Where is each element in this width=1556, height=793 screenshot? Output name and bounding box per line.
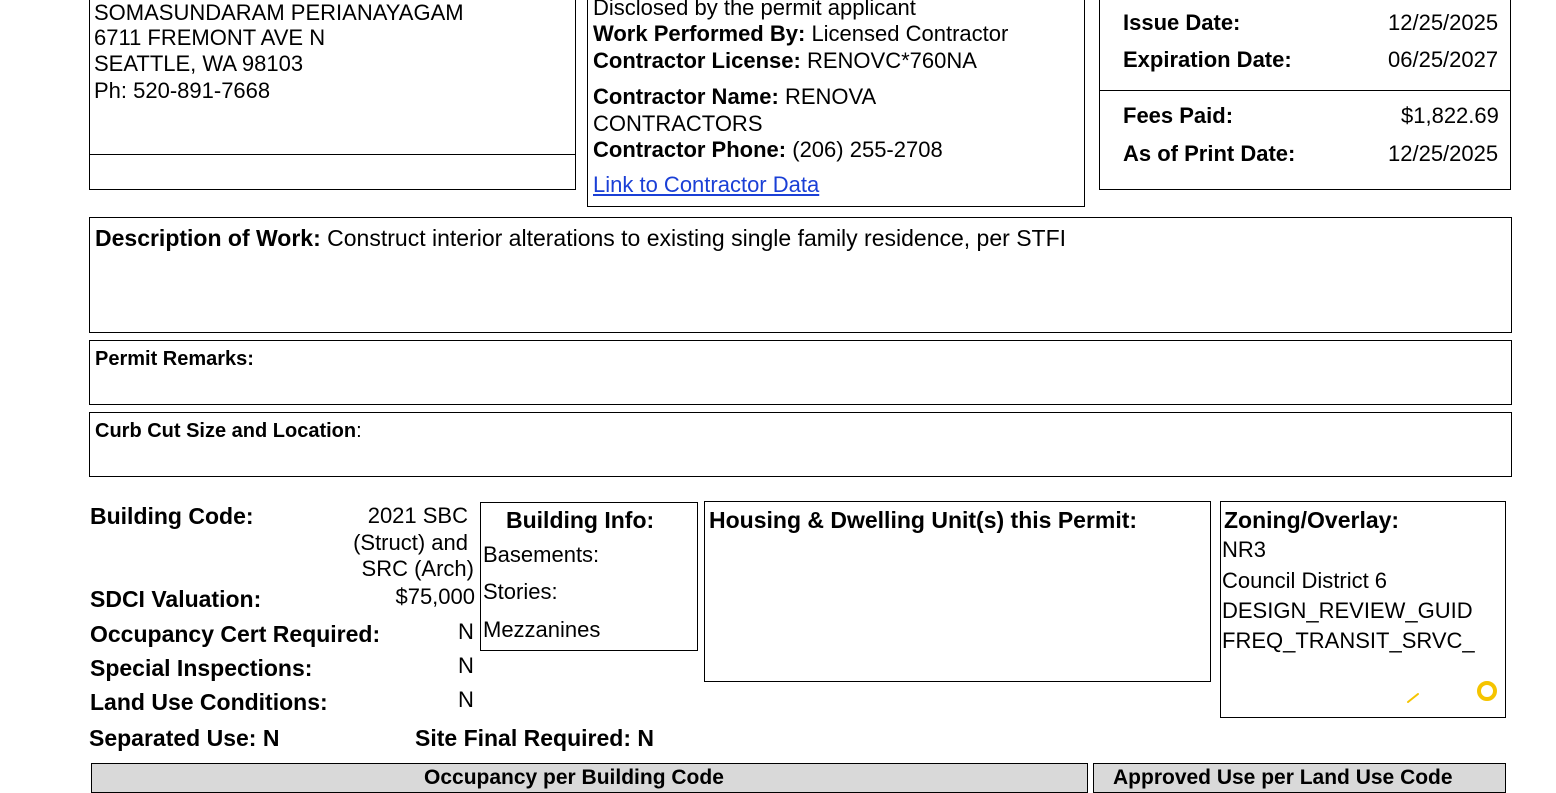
contractor-data-link[interactable]: Link to Contractor Data	[593, 172, 820, 197]
issue-date-label: Issue Date:	[1123, 10, 1241, 35]
owner-name: SOMASUNDARAM PERIANAYAGAM	[94, 0, 464, 25]
occupancy-value: N	[458, 619, 474, 644]
expiration-date-label: Expiration Date:	[1123, 47, 1292, 72]
work-performed	[593, 21, 1008, 47]
pen-mark-icon	[1400, 688, 1430, 708]
owner-city: SEATTLE, WA 98103	[94, 51, 304, 76]
land-use-label: Land Use Conditions:	[90, 689, 328, 715]
contractor-license-label: Contractor License:	[593, 48, 801, 73]
special-inspections-label: Special Inspections:	[90, 655, 313, 681]
special-inspections-value: N	[458, 653, 474, 678]
work-performed-value: Licensed Contractor	[811, 21, 1009, 46]
zoning-item: FREQ_TRANSIT_SRVC_	[1222, 628, 1475, 653]
valuation-label: SDCI Valuation:	[90, 586, 262, 612]
mezzanines-label: Mezzanines	[483, 617, 601, 642]
contractor-license-value: RENOVC*760NA	[806, 48, 977, 73]
remarks-label: Permit Remarks:	[95, 348, 254, 370]
curb-cut-label: Curb Cut Size and Location	[95, 420, 357, 442]
contractor-name-label: Contractor Name:	[593, 84, 779, 109]
fees-paid-label: Fees Paid:	[1123, 103, 1234, 128]
contractor-name	[593, 84, 876, 110]
site-final-required: Site Final Required: N	[415, 725, 654, 751]
building-code-line-2: (Struct) and	[353, 530, 468, 555]
owner-street: 6711 FREMONT AVE N	[94, 25, 326, 50]
curb-cut	[95, 418, 362, 444]
contractor-license	[593, 48, 977, 74]
contractor-phone-value: (206) 255-2708	[792, 137, 943, 162]
description-label: Description of Work:	[95, 225, 321, 251]
owner-sub-box	[89, 154, 576, 190]
building-code-line-3: SRC (Arch)	[361, 556, 474, 581]
separated-use: Separated Use: N	[89, 725, 280, 751]
print-date-label: As of Print Date:	[1123, 141, 1296, 166]
fees-paid-value: $1,822.69	[1401, 103, 1499, 128]
contractor-phone-label: Contractor Phone:	[593, 137, 787, 162]
building-code-label: Building Code:	[90, 503, 254, 529]
occupancy-header: Occupancy per Building Code	[424, 766, 724, 789]
building-info-title: Building Info:	[506, 507, 655, 533]
owner-phone: Ph: 520-891-7668	[94, 78, 271, 103]
zoning-title: Zoning/Overlay:	[1224, 507, 1400, 533]
disclosed-line: Disclosed by the permit applicant	[593, 0, 916, 20]
contractor-name-cont: CONTRACTORS	[593, 111, 763, 136]
curb-cut-colon: :	[356, 420, 362, 442]
issue-date-value: 12/25/2025	[1388, 10, 1499, 35]
work-performed-label: Work Performed By:	[593, 21, 806, 46]
basements-label: Basements:	[483, 542, 600, 567]
housing-title: Housing & Dwelling Unit(s) this Permit:	[709, 507, 1138, 533]
occupancy-label: Occupancy Cert Required:	[90, 621, 381, 647]
description	[95, 225, 1066, 251]
zoning-item: DESIGN_REVIEW_GUID	[1222, 598, 1473, 623]
remarks-box	[89, 340, 1512, 405]
contractor-phone	[593, 137, 943, 163]
annotation-circle-icon[interactable]	[1474, 678, 1500, 704]
description-value: Construct interior alterations to existing single family residence, per STFI	[327, 225, 1067, 251]
valuation-value: $75,000	[395, 584, 475, 609]
land-use-value: N	[458, 687, 474, 712]
zoning-item: NR3	[1222, 537, 1267, 562]
expiration-date-value: 06/25/2027	[1388, 47, 1499, 72]
building-code-line-1: 2021 SBC	[367, 503, 468, 528]
zoning-item: Council District 6	[1222, 568, 1388, 593]
approved-use-header: Approved Use per Land Use Code	[1113, 766, 1453, 789]
print-date-value: 12/25/2025	[1388, 141, 1499, 166]
contractor-name-value: RENOVA	[784, 84, 877, 109]
stories-label: Stories:	[483, 579, 558, 604]
